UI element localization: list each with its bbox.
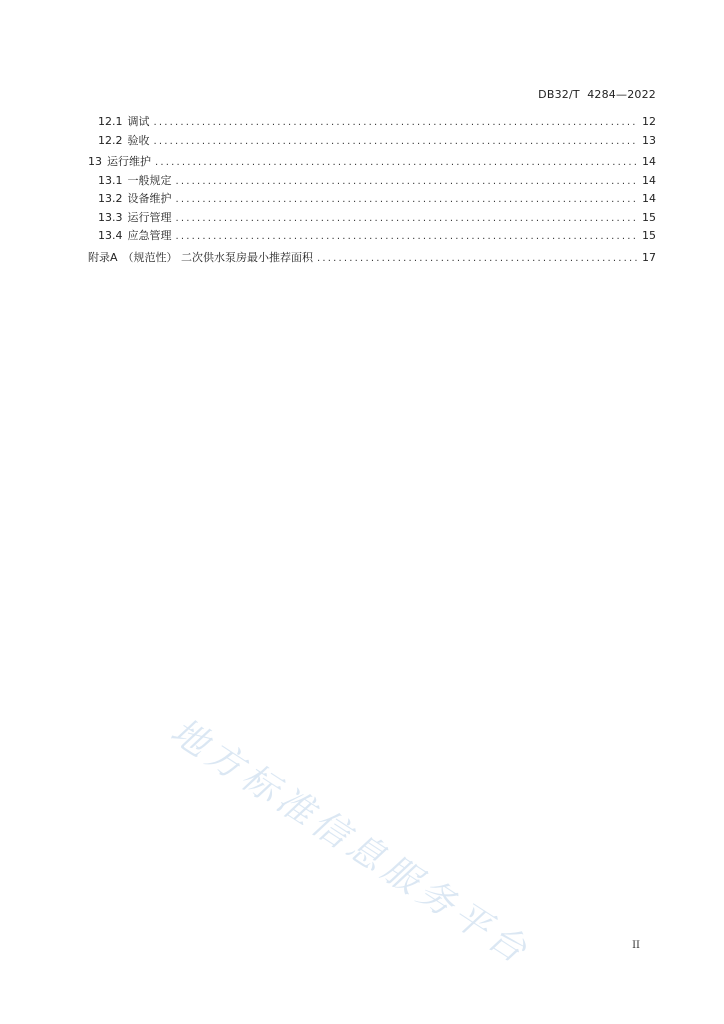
watermark-text: 地方标准信息服务平台 [163,710,538,974]
toc-entry[interactable] [88,172,656,191]
toc-entry-title: 一般规定 [127,173,172,187]
page-number: II [632,940,640,951]
toc-entry[interactable] [88,249,656,268]
toc-entry-page: 17 [642,250,656,264]
toc-entry-title: （规范性） 二次供水泵房最小推荐面积 [122,250,314,264]
toc-entry-page: 13 [642,133,656,147]
toc-entry-page: 14 [642,192,656,205]
toc-entry-number: 13.2 [98,192,123,205]
toc-entry-page: 14 [642,155,656,168]
toc-leader-dots [176,210,639,229]
toc-leader-dots [154,133,639,152]
toc-entry[interactable] [88,153,656,172]
toc-leader-dots [176,173,639,192]
toc-leader-dots [317,250,638,269]
toc-entry-number: 附录A [88,250,118,264]
toc-leader-dots [176,191,639,210]
toc-leader-dots [154,114,639,133]
toc-entry-title: 运行管理 [127,210,172,224]
toc-entry-title: 设备维护 [127,192,172,205]
toc-entry-number: 13 [88,155,102,168]
toc-entry-number: 13.3 [98,210,123,224]
toc-entry-number: 13.1 [98,173,123,187]
toc-entry-page: 15 [642,229,656,242]
toc-entry[interactable] [88,190,656,209]
toc-entry[interactable] [88,209,656,228]
toc-entry-number: 12.2 [98,133,123,147]
toc-leader-dots [176,228,639,247]
table-of-contents [88,113,656,267]
toc-entry-page: 15 [642,210,656,224]
toc-leader-dots [155,154,638,173]
toc-entry-title: 运行维护 [107,155,151,168]
toc-entry[interactable] [88,113,656,132]
toc-entry[interactable] [88,227,656,246]
document-code: DB32/T 4284—2022 [538,88,656,101]
toc-entry-number: 12.1 [98,115,123,128]
toc-entry-page: 12 [642,115,656,128]
toc-entry-title: 验收 [127,133,150,147]
toc-entry-page: 14 [642,173,656,187]
toc-entry[interactable] [88,132,656,151]
toc-entry-title: 调试 [127,115,150,128]
toc-entry-title: 应急管理 [127,229,172,242]
toc-entry-number: 13.4 [98,229,123,242]
